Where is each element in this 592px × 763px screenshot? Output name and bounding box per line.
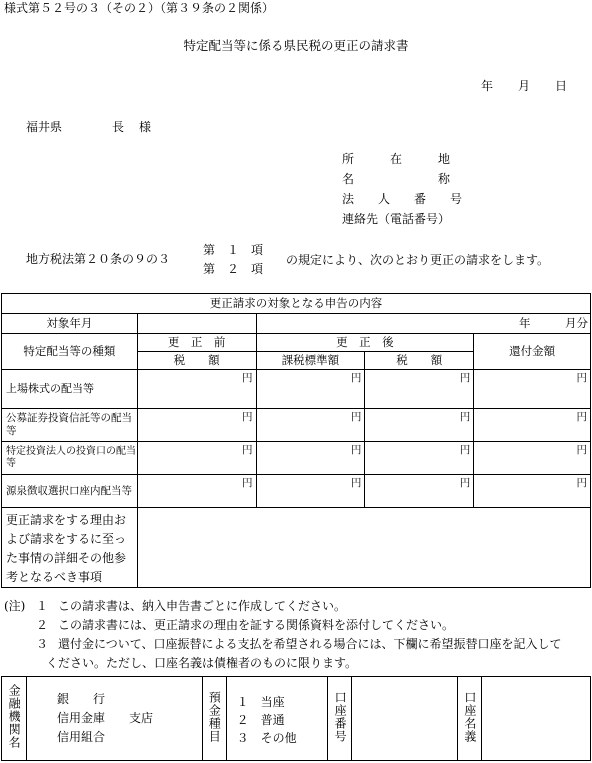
note-text: この請求書は、納入申告書ごとに作成してください。: [58, 599, 347, 613]
account-holder-label: 口座名義: [458, 677, 482, 761]
notes-prefix: (注): [4, 599, 26, 613]
cell-yen[interactable]: 円: [256, 409, 365, 442]
target-period-label: 対象年月: [2, 314, 138, 334]
account-holder-field[interactable]: [482, 677, 591, 761]
note-text: 還付金について、口座振替による支払を希望される場合には、下欄に希望振替口座を記入して: [58, 637, 562, 651]
cell-yen[interactable]: 円: [474, 475, 591, 508]
date-day-field[interactable]: 日: [555, 79, 568, 93]
after-base-header: 課税標準額: [256, 352, 365, 370]
note-number: １: [36, 599, 49, 613]
note-number: ３: [36, 637, 49, 651]
before-tax-header: 税 額: [137, 352, 256, 370]
applicant-contact-label: 連絡先（電話番号）: [342, 212, 451, 226]
addressee-chief: 長: [112, 120, 125, 134]
note-number: ２: [36, 618, 49, 632]
deposit-type-option[interactable]: ３ その他: [236, 731, 297, 745]
correction-table: [1, 293, 591, 588]
applicant-name-label: 名 称: [342, 172, 451, 186]
target-period-blank[interactable]: [137, 314, 256, 334]
deposit-type-label: 預金種目: [202, 677, 226, 761]
cell-yen[interactable]: 円: [474, 370, 591, 409]
deposit-type-field[interactable]: [226, 677, 328, 761]
before-header: 更 正 前: [137, 334, 256, 352]
table-caption: 更正請求の対象となる申告の内容: [2, 294, 591, 314]
institution-label: 金融機関名: [2, 677, 27, 761]
cell-yen[interactable]: 円: [137, 442, 256, 475]
shinkin-option[interactable]: 信用金庫: [56, 711, 105, 725]
statement-suffix: の規定により、次のとおり更正の請求をします。: [286, 253, 550, 267]
reason-label: 更正請求をする理由お よび請求をするに至っ た事情の詳細その他参 考となるべき事項: [2, 508, 138, 588]
cell-yen[interactable]: 円: [365, 409, 474, 442]
row-label-investment-corp: 特定投資法人の投資口の配当等: [2, 442, 138, 475]
cell-yen[interactable]: 円: [474, 409, 591, 442]
cell-yen[interactable]: 円: [137, 475, 256, 508]
cell-yen[interactable]: 円: [256, 475, 365, 508]
after-header: 更 正 後: [256, 334, 474, 352]
bank-option[interactable]: 銀 行: [56, 692, 105, 706]
cell-yen[interactable]: 円: [256, 370, 365, 409]
row-label-withholding-account: 源泉徴収選択口座内配当等: [2, 475, 138, 508]
cell-yen[interactable]: 円: [256, 442, 365, 475]
applicant-address-label: 所 在 地: [342, 152, 451, 166]
statement-clause-1[interactable]: 第 １ 項: [203, 243, 264, 257]
branch-label: 支店: [128, 711, 153, 725]
target-period-value[interactable]: 年 月分: [256, 314, 590, 334]
cell-yen[interactable]: 円: [474, 442, 591, 475]
reason-field[interactable]: [137, 508, 590, 588]
cell-yen[interactable]: 円: [137, 409, 256, 442]
account-number-label: 口座番号: [328, 677, 352, 761]
institution-field[interactable]: [26, 677, 202, 761]
after-tax-header: 税 額: [365, 352, 474, 370]
addressee-prefecture: 福井県: [26, 120, 63, 134]
row-label-public-trust: 公募証券投資信託等の配当等: [2, 409, 138, 442]
deposit-type-option[interactable]: ２ 普通: [236, 713, 285, 727]
refund-header: 還付金額: [474, 334, 591, 370]
form-number: 様式第５２号の３（その２）（第３９条の２関係）: [4, 1, 275, 15]
kumiai-option[interactable]: 信用組合: [56, 730, 105, 744]
bank-table: [1, 676, 591, 761]
note-text: この請求書には、更正請求の理由を証する関係資料を添付してください。: [58, 618, 455, 632]
statement-prefix: 地方税法第２０条の９の３: [26, 252, 171, 266]
row-label-listed-stock: 上場株式の配当等: [2, 370, 138, 409]
cell-yen[interactable]: 円: [365, 475, 474, 508]
note-continuation: ください。ただし、口座名義は債権者のものに限ります。: [46, 656, 358, 670]
applicant-corp-number-label: 法 人 番 号: [342, 192, 463, 206]
cell-yen[interactable]: 円: [365, 370, 474, 409]
date-year-field[interactable]: 年: [481, 79, 494, 93]
deposit-type-option[interactable]: １ 当座: [236, 695, 285, 709]
account-number-field[interactable]: [352, 677, 458, 761]
statement-clause-2[interactable]: 第 ２ 項: [203, 262, 264, 276]
date-month-field[interactable]: 月: [518, 79, 531, 93]
addressee-honorific: 様: [139, 120, 152, 134]
cell-yen[interactable]: 円: [365, 442, 474, 475]
form-title: 特定配当等に係る県民税の更正の請求書: [183, 38, 409, 53]
type-header: 特定配当等の種類: [2, 334, 138, 370]
cell-yen[interactable]: 円: [137, 370, 256, 409]
